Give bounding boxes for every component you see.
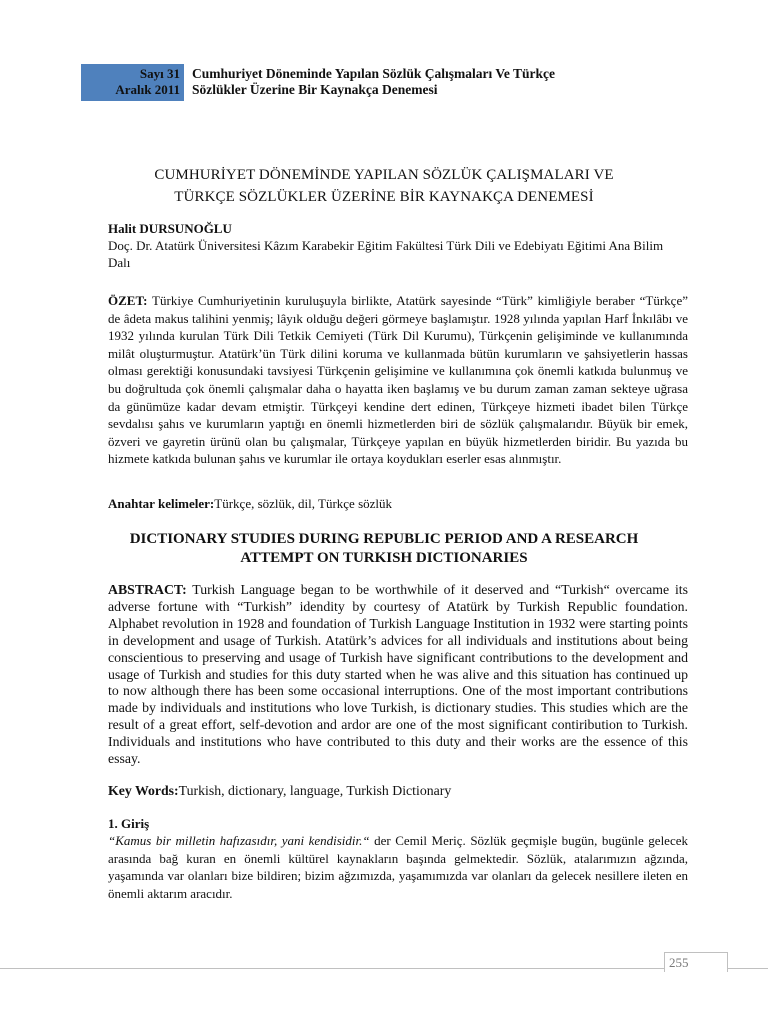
ozet-paragraph (108, 292, 688, 468)
author-block (108, 220, 688, 271)
issue-date: Aralık 2011 (115, 82, 180, 97)
author-name: Halit DURSUNOĞLU (108, 221, 232, 236)
running-title-line1: Cumhuriyet Döneminde Yapılan Sözlük Çalışmaları Ve Türkçe (192, 66, 556, 81)
giris-text: der Cemil Meriç. Sözlük geçmişle bugün, bugünle gelecek arasında bağ kuran en önemli kültürel kaynakların başında gelmektedir. Sözlük, atalarımızın ağzında, yaşamında var olanları bize bildiren; bizim ağzımızda, yaşamımızda var olanları da gelecek nesillere ileten en önemli aktarım aracıdır. (108, 833, 688, 901)
abstract-paragraph (108, 582, 688, 768)
running-title-line2: Sözlükler Üzerine Bir Kaynakça Denemesi (192, 82, 438, 97)
issue-number: Sayı 31 (139, 66, 180, 81)
running-header (81, 64, 701, 101)
english-title-line1: DICTIONARY STUDIES DURING REPUBLIC PERIOD AND A RESEARCH (129, 531, 639, 547)
abstract-label: ABSTRACT: (108, 582, 187, 597)
footer-rule (0, 968, 768, 969)
keywords-en (108, 783, 688, 800)
keywords-tr-text: Türkçe, sözlük, dil, Türkçe sözlük (214, 496, 393, 511)
article-title-line1: CUMHURİYET DÖNEMİNDE YAPILAN SÖZLÜK ÇALIŞMALARI VE (154, 167, 614, 183)
keywords-tr (108, 495, 688, 513)
keywords-en-label: Key Words: (108, 783, 179, 798)
english-title-line2: ATTEMPT ON TURKISH DICTIONARIES (240, 550, 528, 566)
article-title (100, 164, 668, 208)
abstract-text: Turkish Language began to be worthwhile of it deserved and “Turkish“ overcame its adverse fortune with “Turkish” idendity by courtesy of Atatürk by Turkish Republic foundation. Alphabet revolution in 1928 and foundation of Turkish Language Institution in 1932 were starting points in development and usage of Turkish. Atatürk’s advices for all individuals and institutions about being conscientious to preserving and usage of Turkish have significant contributions to the development and usage of Turkish and studies for this duty started when he was alive and this situation has continued up to now although there has been some occasional interruptions. One of the most important contributions made by individuals and institutions who love Turkish, is dictionary studies. This studies which are the result of a great effort, self-devotion and ardor are one of the most significant contiribution to Turkish. Individuals and institutions who have contributed to this duty and their works are the essence of this essay. (108, 582, 688, 767)
section-heading-giris: 1. Giriş (108, 816, 150, 831)
ozet-label: ÖZET: (108, 293, 148, 308)
author-affiliation: Doç. Dr. Atatürk Üniversitesi Kâzım Karabekir Eğitim Fakültesi Türk Dili ve Edebiyatı Eğitimi Ana Bilim Dalı (108, 238, 664, 270)
giris-quote: “Kamus bir milletin hafızasıdır, yani kendisidir.“ (108, 833, 370, 848)
ozet-text: Türkiye Cumhuriyetinin kuruluşuyla birlikte, Atatürk sayesinde “Türk” kimliğiyle beraber “Türkçe” de âdeta makus talihini yenmiş; lâyık olduğu değeri görmeye başlamıştır. 1928 yılında yapılan Harf İnkılâbı ve 1932 yılında kurulan Türk Dili Tetkik Cemiyeti (Türk Dil Kurumu), Türkçenin gelişiminde ve kullanımında milât oluşturmuştur. Atatürk’ün Türk dilini koruma ve kullanmada bütün kurumların ve şahsiyetlerin hassas olması gerektiği konusundaki tavsiyesi Türkçenin gelişimine ve kullanımına çok önemli katkıda bulunmuş ve bu doğrultuda çok önemli çalışmalar daha o hayatta iken başlamış ve bu durum zaman zaman sekteye uğrasa da günümüze kadar devam etmiştir. Türkçeyi kendine dert edinen, Türkçeye hizmeti ibadet bilen Türkçe sevdalısı şahıs ve kurumların yaptığı en önemli hizmetlerden biri de sözlük çalışmalarıdır. Büyük bir emek, özveri ve gayretin ürünü olan bu çalışmalar, Türkçeye yapılan en büyük hizmetlerden biridir. Bu yazıda bu hizmete katkıda bulunan şahıs ve kurumlar ile ortaya koydukları eserler esas alınmıştır. (108, 293, 688, 467)
keywords-tr-label: Anahtar kelimeler: (108, 496, 215, 511)
english-title (100, 530, 668, 568)
issue-badge (81, 64, 184, 101)
article-title-line2: TÜRKÇE SÖZLÜKLER ÜZERİNE BİR KAYNAKÇA DENEMESİ (174, 189, 594, 205)
keywords-en-text: Turkish, dictionary, language, Turkish Dictionary (178, 783, 452, 798)
running-title (184, 64, 555, 101)
giris-paragraph (108, 832, 688, 902)
page-number: 255 (664, 952, 728, 972)
